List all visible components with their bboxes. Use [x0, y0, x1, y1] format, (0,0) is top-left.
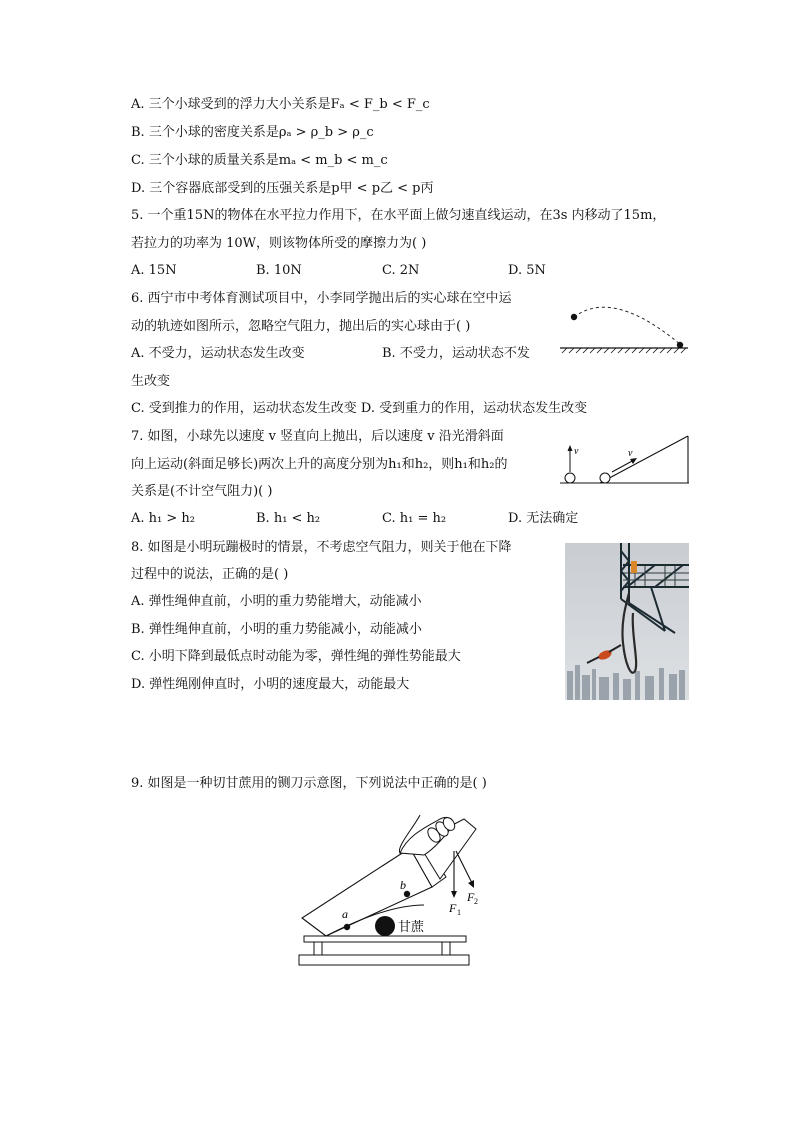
q8-option-c: C. 小明下降到最低点时动能为零，弹性绳的弹性势能最大	[131, 649, 461, 664]
q7-option-d: D. 无法确定	[508, 511, 579, 526]
label-f1: F	[449, 901, 457, 915]
q6-option-a: A. 不受力，运动状态发生改变	[131, 346, 305, 361]
q4-option-c: C. 三个小球的质量关系是mₐ < m_b < m_c	[131, 153, 388, 168]
ground-hatching	[562, 348, 686, 353]
q5-option-a: A. 15N	[131, 263, 177, 278]
label-v-incline: v	[628, 448, 633, 459]
base-plate	[299, 955, 469, 965]
cutting-board	[304, 936, 466, 942]
q5-option-b: B. 10N	[256, 263, 302, 278]
q4-option-b: B. 三个小球的密度关系是ρₐ > ρ_b > ρ_c	[131, 125, 374, 140]
ball-vertical	[565, 473, 575, 483]
sugarcane	[375, 916, 395, 936]
q7-option-a: A. h₁ > h₂	[131, 511, 195, 526]
q5-option-d: D. 5N	[508, 263, 546, 278]
projectile-trajectory-figure	[558, 300, 690, 356]
q8-stem-line2: 过程中的说法，正确的是( )	[131, 567, 289, 582]
ball-incline-figure	[558, 432, 692, 488]
q5-option-c: C. 2N	[382, 263, 420, 278]
label-f2-subscript: 2	[474, 897, 478, 906]
q4-option-d: D. 三个容器底部受到的压强关系是p甲 < p乙 < p丙	[131, 181, 434, 196]
q7-stem-line1: 7. 如图，小球先以速度 v 竖直向上抛出，后以速度 v 沿光滑斜面	[131, 429, 504, 444]
point-a	[344, 924, 350, 930]
q9-stem-line1: 9. 如图是一种切甘蔗用的铡刀示意图，下列说法中正确的是( )	[131, 776, 487, 791]
label-b: b	[400, 878, 406, 892]
trajectory-dashed-line	[574, 307, 681, 345]
label-sugarcane: 甘蔗	[398, 920, 425, 935]
label-f1-subscript: 1	[457, 908, 461, 917]
q5-stem-line1: 5. 一个重15N的物体在水平拉力作用下，在水平面上做匀速直线运动，在3s 内移动了15m，	[131, 208, 666, 223]
bungee-photo-illustration	[565, 543, 689, 700]
sugarcane-cutter-figure	[296, 805, 476, 970]
q8-option-b: B. 弹性绳伸直前，小明的重力势能减小，动能减小	[131, 622, 422, 637]
bungee-jump-photo	[565, 543, 689, 700]
q8-option-d: D. 弹性绳刚伸直时，小明的速度最大，动能最大	[131, 677, 410, 692]
q7-option-b: B. h₁ < h₂	[256, 511, 321, 526]
ball-landing	[677, 342, 683, 348]
person-on-platform	[631, 561, 637, 573]
q6-options-c-d: C. 受到推力的作用，运动状态发生改变 D. 受到重力的作用，运动状态发生改变	[131, 401, 588, 416]
q7-option-c: C. h₁ = h₂	[382, 511, 447, 526]
q6-option-b-continued: 生改变	[131, 374, 171, 389]
arrow-head	[451, 891, 457, 898]
force-f2-arrow	[456, 851, 472, 883]
arrow-head	[568, 445, 573, 451]
q8-option-a: A. 弹性绳伸直前，小明的重力势能增大，动能减小	[131, 594, 422, 609]
q6-stem-line1: 6. 西宁市中考体育测试项目中，小李同学抛出后的实心球在空中运	[131, 291, 512, 306]
q7-stem-line2: 向上运动(斜面足够长)两次上升的高度分别为h₁和h₂，则h₁和h₂的	[131, 457, 508, 472]
ball-start	[571, 314, 577, 320]
q6-option-b: B. 不受力，运动状态不发	[382, 346, 530, 361]
label-a: a	[342, 907, 348, 921]
ball-incline	[600, 473, 610, 483]
q8-stem-line1: 8. 如图是小明玩蹦极时的情景，不考虑空气阻力，则关于他在下降	[131, 540, 512, 555]
q5-stem-line2: 若拉力的功率为 10W，则该物体所受的摩擦力为( )	[131, 236, 427, 251]
incline-surface	[600, 436, 688, 483]
q4-option-a: A. 三个小球受到的浮力大小关系是Fₐ < F_b < F_c	[131, 97, 430, 112]
label-v-vertical: v	[574, 446, 579, 457]
label-f2: F	[467, 890, 475, 904]
q7-stem-line3: 关系是(不计空气阻力)( )	[131, 484, 273, 499]
q6-stem-line2: 动的轨迹如图所示，忽略空气阻力，抛出后的实心球由于( )	[131, 319, 471, 334]
